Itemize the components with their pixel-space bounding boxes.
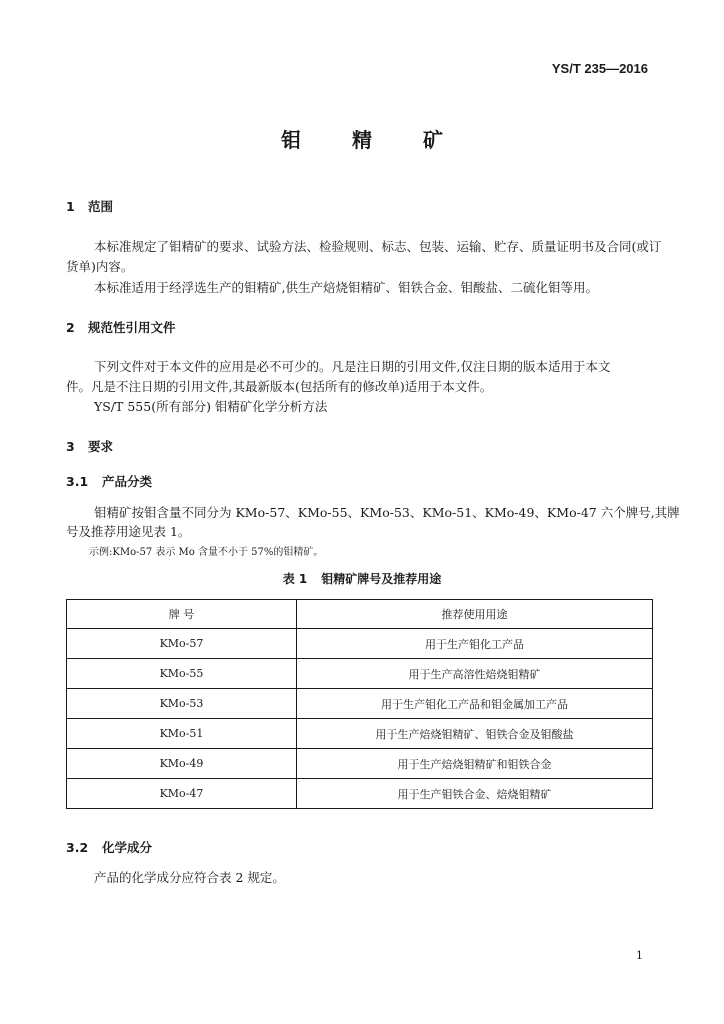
subsection-3-1-para-line1: 钼精矿按钼含量不同分为 KMo-57、KMo-55、KMo-53、KMo-51、KMo-49、KMo-47 六个牌号,其牌 xyxy=(94,505,680,520)
grade-cell: KMo-55 xyxy=(67,659,297,689)
section-2-para1-line2: 件。凡是不注日期的引用文件,其最新版本(包括所有的修改单)适用于本文件。 xyxy=(66,379,493,394)
section-1-para1-line1: 本标准规定了钼精矿的要求、试验方法、检验规则、标志、包装、运输、贮存、质量证明书及合同(或订 xyxy=(94,239,662,254)
subsection-3-1-number: 3.1 xyxy=(66,474,89,489)
section-3-number: 3 xyxy=(66,439,75,454)
section-1-number: 1 xyxy=(66,199,75,214)
section-1-para2: 本标准适用于经浮选生产的钼精矿,供生产焙烧钼精矿、钼铁合金、钼酸盐、二硫化钼等用。 xyxy=(94,280,598,295)
usage-cell: 用于生产钼化工产品和钼金属加工产品 xyxy=(297,689,653,719)
example-note: 示例:KMo-57 表示 Mo 含量不小于 57%的钼精矿。 xyxy=(89,547,324,558)
subsection-3-1-heading xyxy=(66,472,152,490)
grade-cell: KMo-49 xyxy=(67,749,297,779)
section-2-number: 2 xyxy=(66,320,75,335)
section-3-title: 要求 xyxy=(88,439,114,454)
document-title: 钼 精 矿 xyxy=(281,128,465,152)
grade-cell: KMo-47 xyxy=(67,779,297,809)
grade-cell: KMo-53 xyxy=(67,689,297,719)
section-1-heading xyxy=(66,197,113,215)
usage-cell: 用于生产高溶性焙烧钼精矿 xyxy=(297,659,653,689)
table-row xyxy=(67,719,653,749)
table-row xyxy=(67,749,653,779)
header-usage: 推荐使用用途 xyxy=(297,600,653,629)
table-header-row xyxy=(67,600,653,629)
section-1-para1-line2: 货单)内容。 xyxy=(66,259,134,274)
table-row xyxy=(67,779,653,809)
section-1-title: 范围 xyxy=(88,199,114,214)
table-row xyxy=(67,659,653,689)
section-2-heading xyxy=(66,318,176,336)
grade-cell: KMo-57 xyxy=(67,629,297,659)
subsection-3-2-title: 化学成分 xyxy=(102,840,153,855)
grade-cell: KMo-51 xyxy=(67,719,297,749)
table-row xyxy=(67,689,653,719)
table-1-title: 钼精矿牌号及推荐用途 xyxy=(321,572,442,586)
section-2-para1-line1: 下列文件对于本文件的应用是必不可少的。凡是注日期的引用文件,仅注日期的版本适用于本文 xyxy=(94,359,611,374)
standard-code: YS/T 235—2016 xyxy=(551,61,648,76)
usage-cell: 用于生产钼铁合金、焙烧钼精矿 xyxy=(297,779,653,809)
subsection-3-1-para-line2: 号及推荐用途见表 1。 xyxy=(66,524,191,539)
subsection-3-1-title: 产品分类 xyxy=(102,474,153,489)
page-number: 1 xyxy=(636,949,643,962)
header-grade: 牌 号 xyxy=(67,600,297,629)
usage-cell: 用于生产钼化工产品 xyxy=(297,629,653,659)
grade-table xyxy=(66,599,653,809)
table-1-label: 表 1 xyxy=(282,572,308,586)
usage-cell: 用于生产焙烧钼精矿和钼铁合金 xyxy=(297,749,653,779)
subsection-3-2-number: 3.2 xyxy=(66,840,89,855)
section-2-reference: YS/T 555(所有部分) 钼精矿化学分析方法 xyxy=(94,399,328,414)
usage-cell: 用于生产焙烧钼精矿、钼铁合金及钼酸盐 xyxy=(297,719,653,749)
subsection-3-2-heading xyxy=(66,838,152,856)
section-2-title: 规范性引用文件 xyxy=(88,320,176,335)
table-1-caption xyxy=(0,570,724,587)
section-3-heading xyxy=(66,437,113,455)
table-row xyxy=(67,629,653,659)
subsection-3-2-para: 产品的化学成分应符合表 2 规定。 xyxy=(94,870,285,885)
